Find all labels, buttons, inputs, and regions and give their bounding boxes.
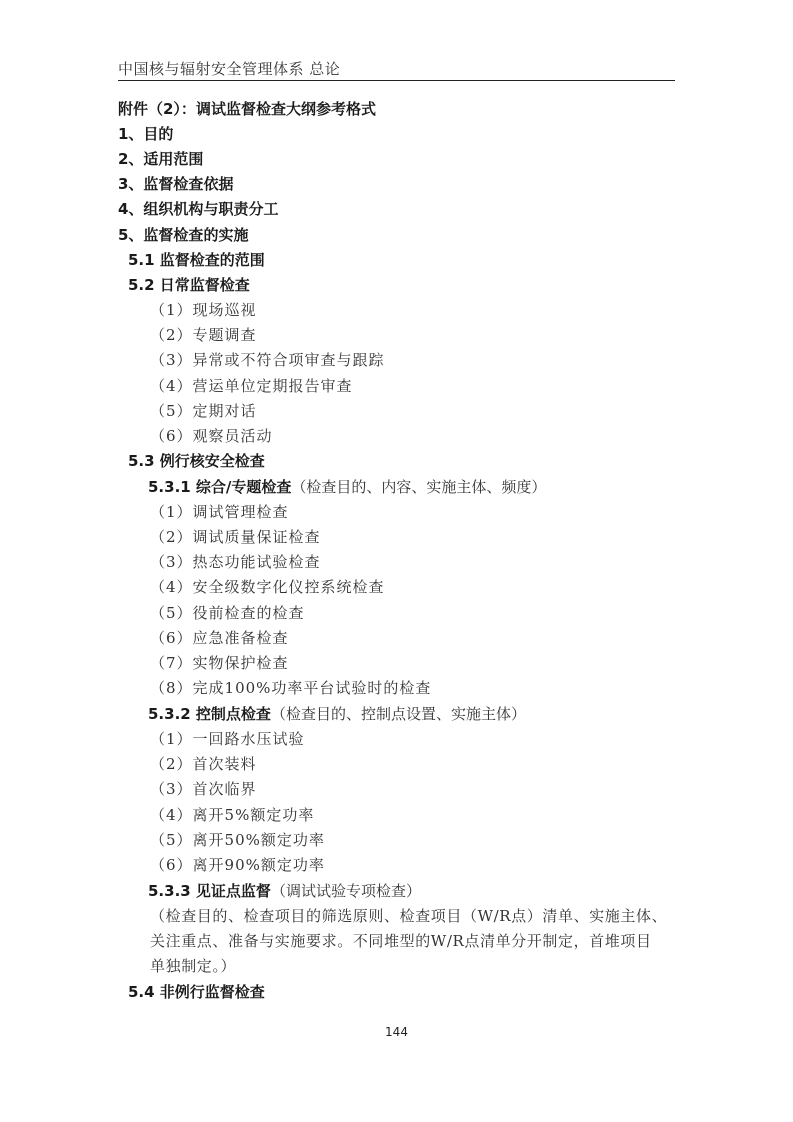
- list-item: （5）离开50%额定功率: [150, 831, 325, 849]
- list-item: （6）离开90%额定功率: [150, 856, 325, 874]
- list-item: （1）调试管理检查: [150, 503, 289, 521]
- list-item: （6）应急准备检查: [150, 629, 289, 647]
- appendix-title: 附件（2）：调试监督检查大纲参考格式: [118, 100, 376, 118]
- section-5-1-heading: 5.1 监督检查的范围: [128, 251, 265, 269]
- list-item: （1）现场巡视: [150, 301, 257, 319]
- section-2-heading: 2、适用范围: [118, 150, 204, 168]
- list-item: （3）热态功能试验检查: [150, 553, 321, 571]
- section-5-2-heading: 5.2 日常监督检查: [128, 276, 250, 294]
- section-5-3-1-heading: [148, 475, 546, 500]
- list-item: （3）异常或不符合项审查与跟踪: [150, 351, 385, 369]
- list-item: （7）实物保护检查: [150, 654, 289, 672]
- section-5-heading: 5、监督检查的实施: [118, 226, 249, 244]
- list-item: （8）完成100%功率平台试验时的检查: [150, 679, 432, 697]
- section-5-3-heading: 5.3 例行核安全检查: [128, 452, 265, 470]
- list-item: （2）专题调查: [150, 326, 257, 344]
- list-item: （4）安全级数字化仪控系统检查: [150, 578, 385, 596]
- section-5-3-2-title: 5.3.2 控制点检查: [148, 705, 271, 723]
- paragraph-line: 单独制定。）: [150, 957, 237, 975]
- section-1-heading: 1、目的: [118, 125, 174, 143]
- section-5-3-2-heading: [148, 702, 526, 727]
- section-5-4-heading: 5.4 非例行监督检查: [128, 983, 265, 1001]
- section-4-heading: 4、组织机构与职责分工: [118, 200, 279, 218]
- section-3-heading: 3、监督检查依据: [118, 175, 234, 193]
- section-5-3-2-note: （检查目的、控制点设置、实施主体）: [270, 705, 526, 723]
- section-5-3-3-note: （调试试验专项检查）: [270, 882, 421, 900]
- section-5-3-3-title: 5.3.3 见证点监督: [148, 882, 271, 900]
- section-5-3-3-heading: [148, 879, 421, 904]
- section-5-3-1-note: （检查目的、内容、实施主体、频度）: [291, 478, 547, 496]
- list-item: （2）首次装料: [150, 755, 257, 773]
- list-item: （1）一回路水压试验: [150, 730, 305, 748]
- header-divider: [118, 80, 675, 81]
- page-number: 144: [385, 1025, 408, 1039]
- list-item: （4）离开5%额定功率: [150, 806, 315, 824]
- list-item: （5）定期对话: [150, 402, 257, 420]
- header-title: 中国核与辐射安全管理体系 总论: [118, 60, 341, 78]
- section-5-3-1-title: 5.3.1 综合/专题检查: [148, 478, 292, 496]
- list-item: （5）役前检查的检查: [150, 604, 305, 622]
- paragraph-line: 关注重点、准备与实施要求。不同堆型的W/R点清单分开制定，首堆项目: [150, 932, 652, 950]
- list-item: （4）营运单位定期报告审查: [150, 377, 353, 395]
- list-item: （6）观察员活动: [150, 427, 273, 445]
- paragraph-line: （检查目的、检查项目的筛选原则、检查项目（W/R点）清单、实施主体、: [150, 907, 668, 925]
- list-item: （2）调试质量保证检查: [150, 528, 321, 546]
- list-item: （3）首次临界: [150, 780, 257, 798]
